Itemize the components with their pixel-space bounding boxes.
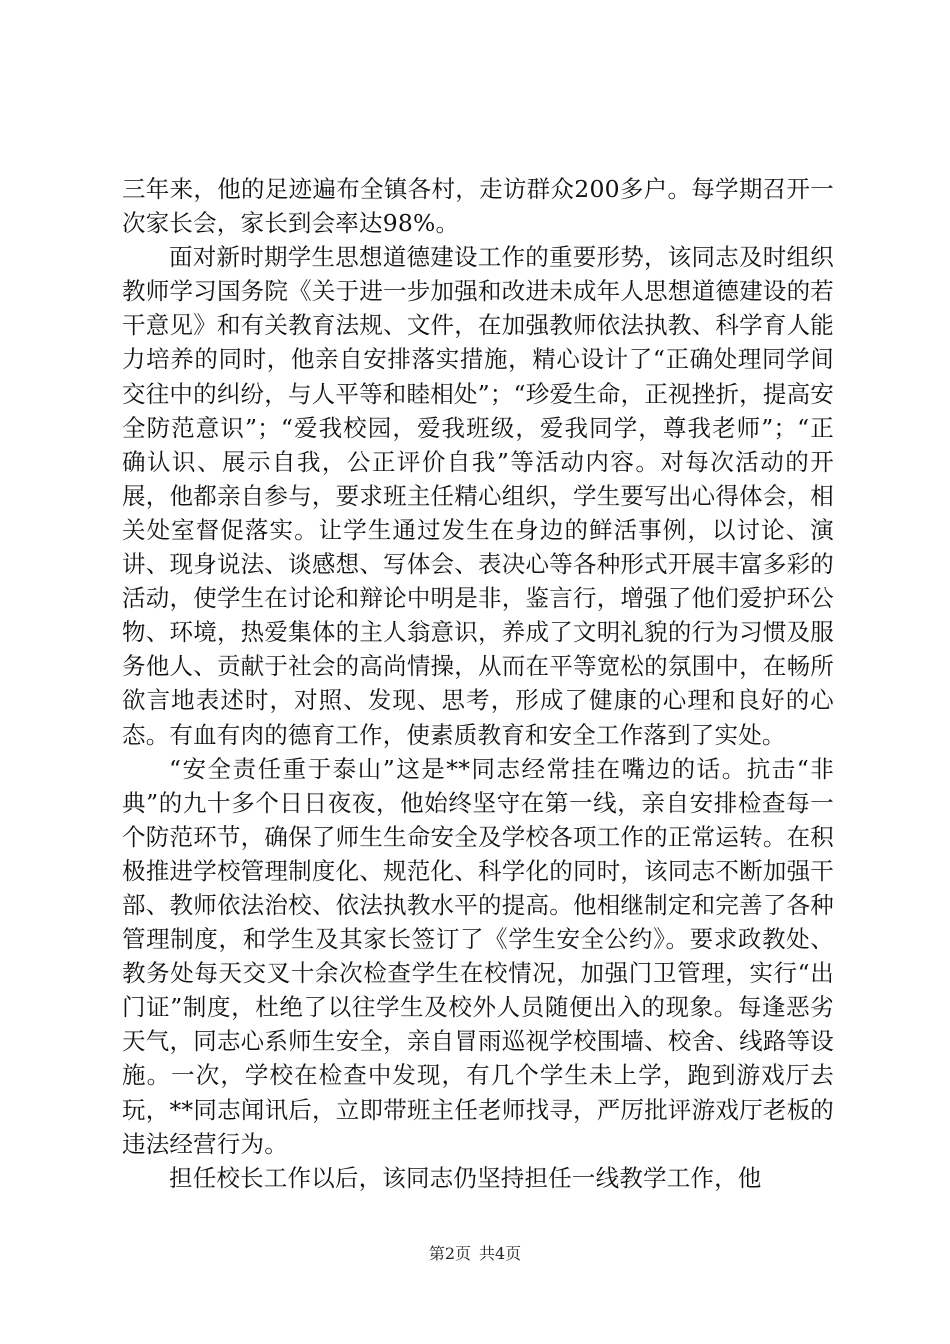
- paragraph-4: 担任校长工作以后，该同志仍坚持担任一线教学工作，他: [169, 1163, 762, 1192]
- paragraph-3: “安全责任重于泰山”这是**同志经常挂在嘴边的话。抗击“非典”的九十多个日日夜夜，他始终坚守在第一线，亲自安排检查每一个防范环节，确保了师生生命安全及学校各项工作的正常运转。在积极推进学校管理制度化、规范化、科学化的同时，该同志不断加强干部、教师依法治校、依法执教水平的提高。他相继制定和完善了各种管理制度，和学生及其家长签订了《学生安全公约》。要求政教处、教务处每天交叉十余次检查学生在校情况，加强门卫管理，实行“出门证”制度，杜绝了以往学生及校外人员随便出入的现象。每逢恶劣天气，同志心系师生安全，亲自冒雨巡视学校围墙、校舍、线路等设施。一次，学校在检查中发现，有几个学生未上学，跑到游戏厅去玩，**同志闻讯后，立即带班主任老师找寻，严厉批评游戏厅老板的违法经营行为。: [122, 754, 834, 1158]
- page-number: 第2页: [428, 1244, 471, 1263]
- body-text: [122, 172, 834, 1195]
- paragraph-1: 三年来，他的足迹遍布全镇各村，走访群众200多户。每学期召开一次家长会，家长到会率达98%。: [122, 175, 834, 238]
- paragraph-2: 面对新时期学生思想道德建设工作的重要形势，该同志及时组织教师学习国务院《关于进一步加强和改进未成年人思想道德建设的若干意见》和有关教育法规、文件，在加强教师依法执教、科学育人能力培养的同时，他亲自安排落实措施，精心设计了“正确处理同学间交往中的纠纷，与人平等和睦相处”；“珍爱生命，正视挫折，提高安全防范意识”；“爱我校园，爱我班级，爱我同学，尊我老师”；“正确认识、展示自我，公正评价自我”等活动内容。对每次活动的开展，他都亲自参与，要求班主任精心组织，学生要写出心得体会，相关处室督促落实。让学生通过发生在身边的鲜活事例，以讨论、演讲、现身说法、谈感想、写体会、表决心等各种形式开展丰富多彩的活动，使学生在讨论和辩论中明是非，鉴言行，增强了他们爱护环公物、环境，热爱集体的主人翁意识，养成了文明礼貌的行为习惯及服务他人、贡献于社会的高尚情操，从而在平等宽松的氛围中，在畅所欲言地表述时，对照、发现、思考，形成了健康的心理和良好的心态。有血有肉的德育工作，使素质教育和安全工作落到了实处。: [122, 243, 834, 749]
- page-footer: [0, 1243, 950, 1265]
- page-total: 共4页: [479, 1244, 522, 1263]
